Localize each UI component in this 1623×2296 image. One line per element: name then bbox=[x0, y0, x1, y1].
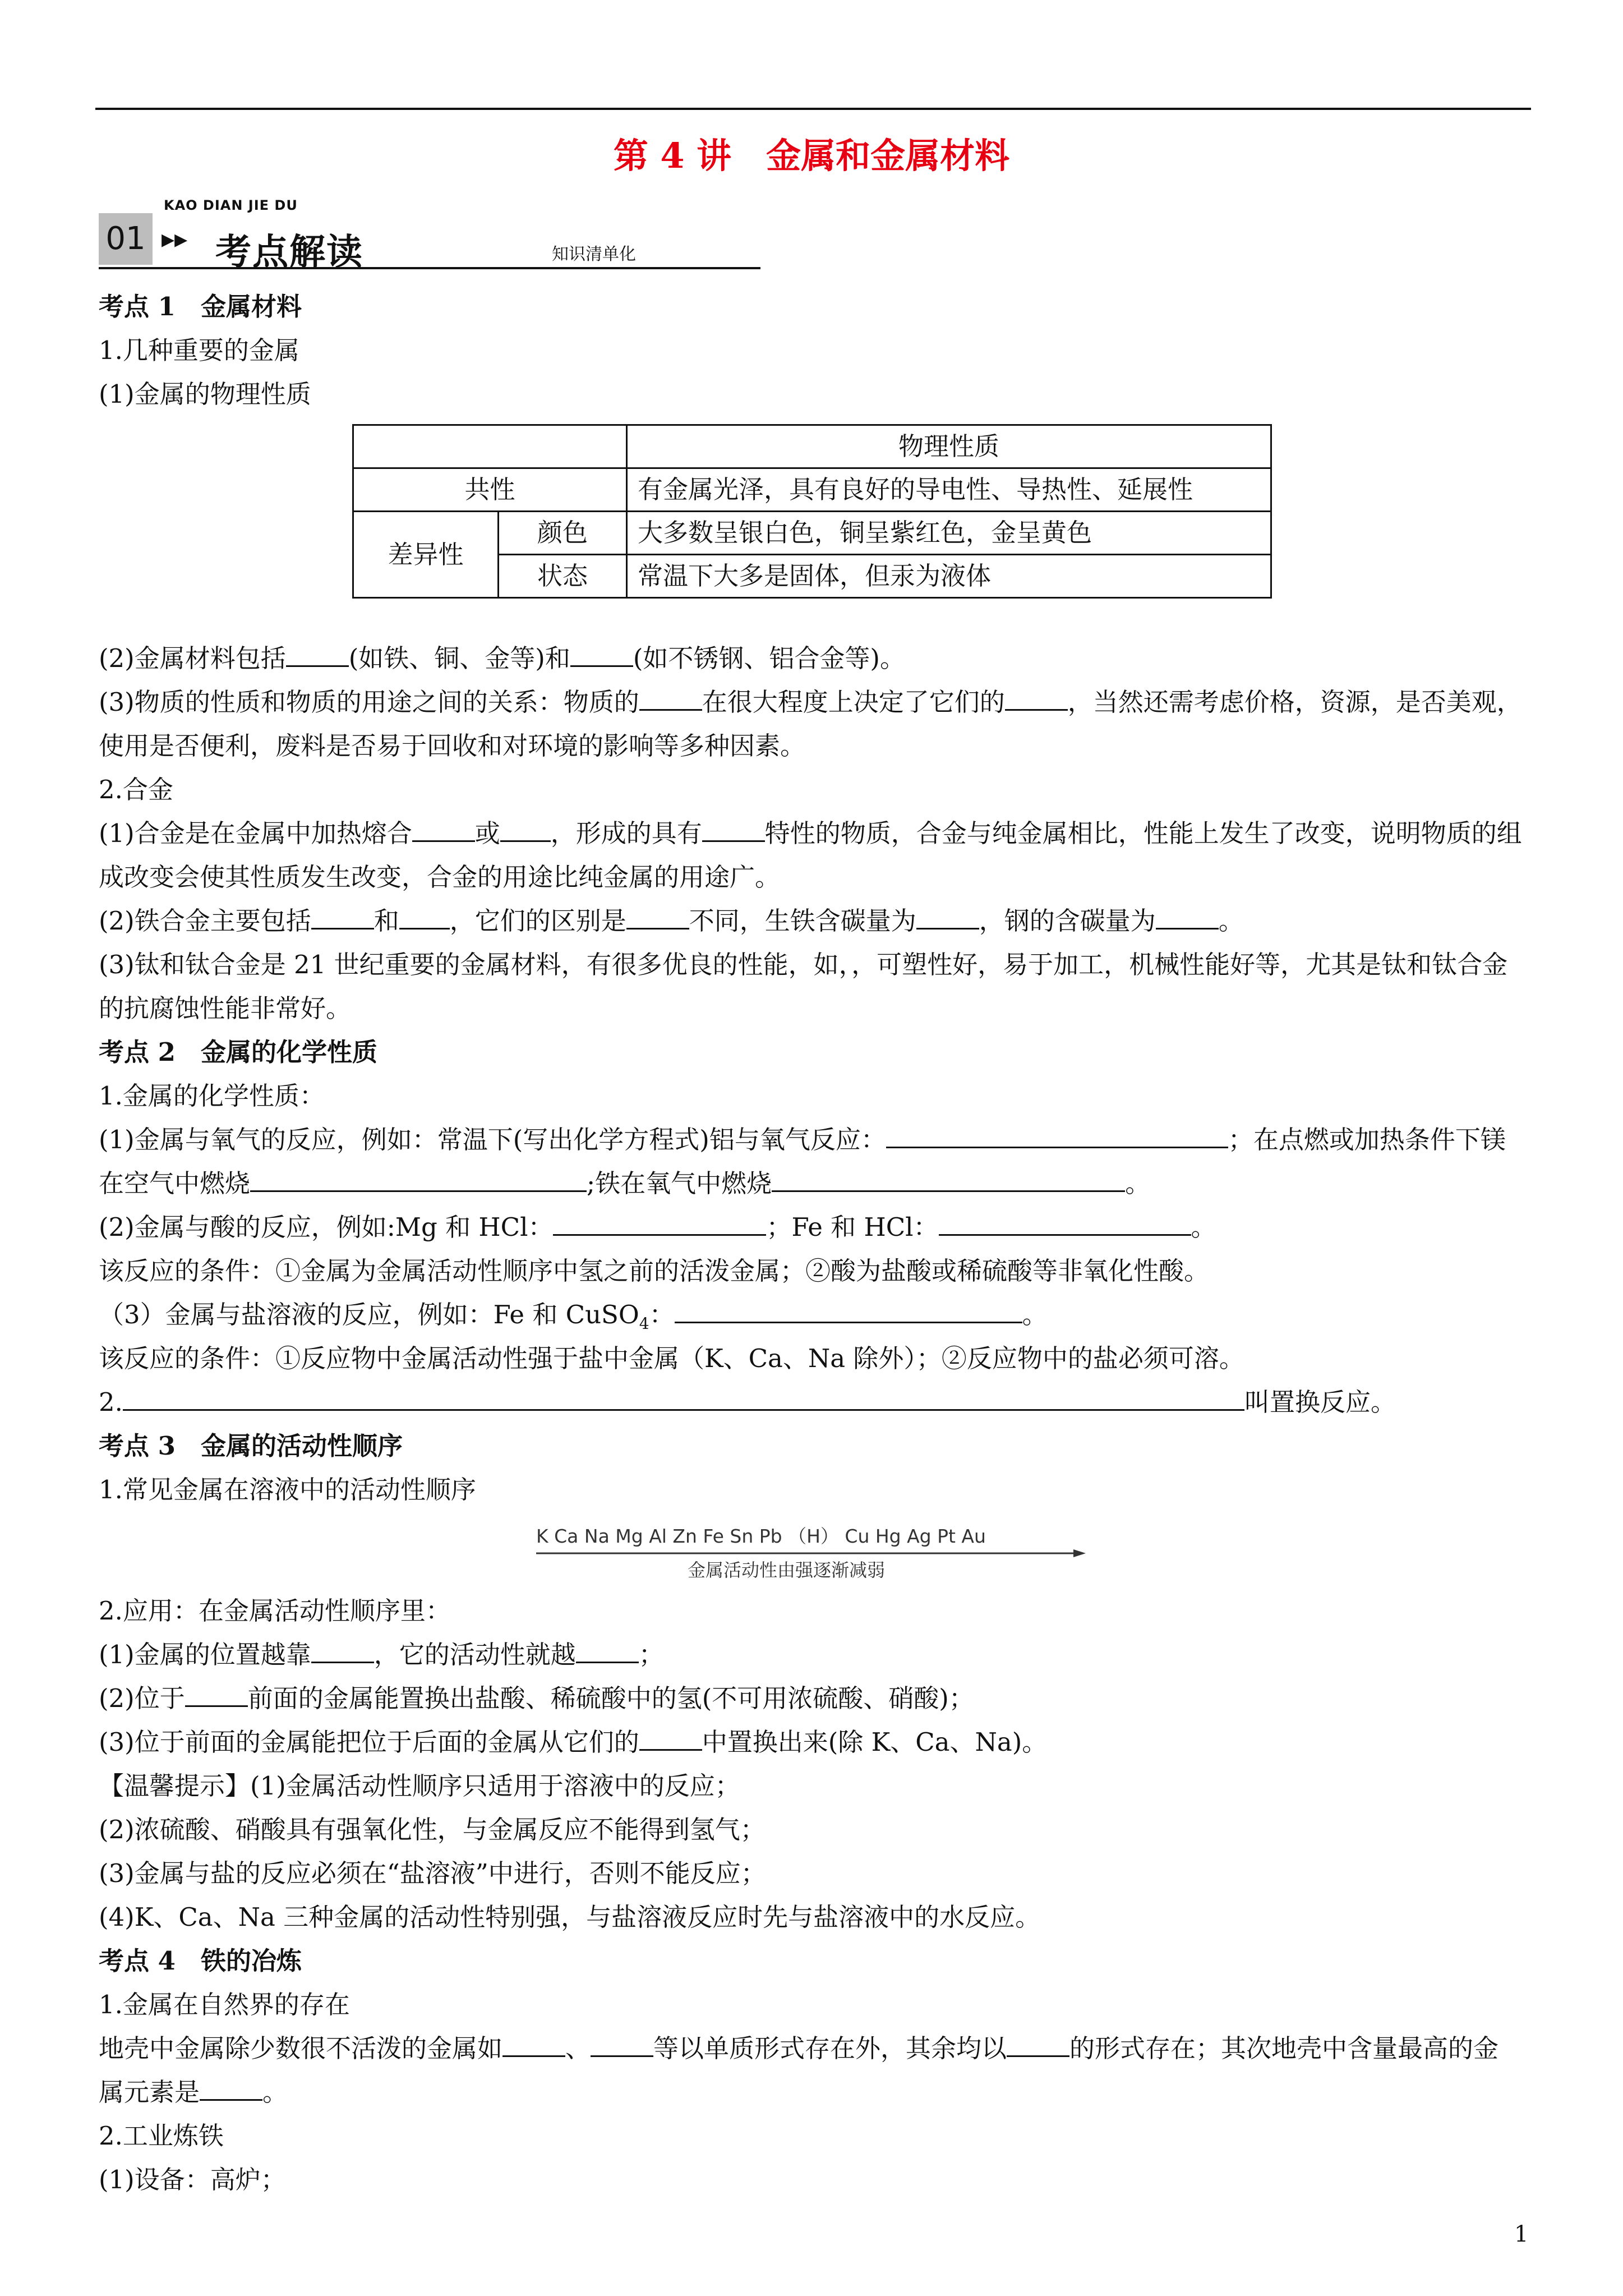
answer-blank[interactable] bbox=[702, 818, 765, 842]
section-heading-3: 考点 3 金属的活动性顺序 bbox=[99, 1431, 403, 1461]
header-rule bbox=[95, 108, 1531, 110]
paragraph-use-3: (3)位于前面的金属能把位于后面的金属从它们的 中置换出来(除 K、Ca、Na)。 bbox=[99, 1727, 1048, 1757]
paragraph-alloy-1: (1)合金是在金属中加热熔合 或 ，形成的具有 特性的物质，合金与纯金属相比，性能上发生了改变，说明物质的组成改变会使其性质发生改变，合金的用途比纯金属的用途广。 bbox=[99, 818, 1522, 892]
page-title: 第 4 讲 金属和金属材料 bbox=[613, 135, 1010, 176]
paragraph-salt: （3）金属与盐溶液的反应，例如：Fe 和 CuSO$_4$： 。 bbox=[99, 1300, 1048, 1333]
answer-blank[interactable] bbox=[576, 1639, 639, 1663]
activity-series-figure bbox=[536, 1524, 1097, 1582]
subheading-activity: 1.常见金属在溶液中的活动性顺序 bbox=[99, 1475, 476, 1504]
paragraph-acid: (2)金属与酸的反应，例如:Mg 和 HCl： ；Fe 和 HCl： 。 bbox=[99, 1212, 1216, 1242]
section-heading-4: 考点 4 铁的冶炼 bbox=[99, 1946, 302, 1976]
table-cell-color-label: 颜色 bbox=[499, 512, 627, 555]
answer-blank[interactable] bbox=[200, 2077, 262, 2101]
main-content bbox=[99, 285, 1523, 2202]
paragraph-alloy-2: (2)铁合金主要包括 和 ，它们的区别是 不同，生铁含碳量为 ，钢的含碳量为 。 bbox=[99, 906, 1244, 936]
answer-blank[interactable] bbox=[675, 1299, 1022, 1323]
section-heading-1: 考点 1 金属材料 bbox=[99, 292, 302, 321]
badge-number: 01 bbox=[99, 213, 153, 265]
subheading-chemical: 1.金属的化学性质： bbox=[99, 1081, 325, 1111]
subheading-metals: 1.几种重要的金属 bbox=[99, 335, 299, 365]
double-arrow-icon: ▶▶ bbox=[162, 230, 188, 250]
answer-blank[interactable] bbox=[123, 1387, 1244, 1411]
table-header-cell: 物理性质 bbox=[627, 425, 1271, 468]
answer-blank[interactable] bbox=[500, 818, 551, 842]
tip-1: 【温馨提示】(1)金属活动性顺序只适用于溶液中的反应； bbox=[99, 1771, 740, 1801]
answer-blank[interactable] bbox=[311, 1639, 374, 1663]
paragraph-nature: 地壳中金属除少数很不活泼的金属如 、 等以单质形式存在外，其余均以 的形式存在；其次地壳中含量最高的金属元素是 。 bbox=[99, 2033, 1499, 2107]
subheading-application: 2.应用：在金属活动性顺序里： bbox=[99, 1596, 451, 1626]
badge-pinyin: KAO DIAN JIE DU bbox=[164, 197, 298, 213]
answer-blank[interactable] bbox=[1005, 687, 1068, 711]
subheading-nature: 1.金属在自然界的存在 bbox=[99, 1990, 350, 2019]
paragraph-salt-condition: 该反应的条件：①反应物中金属活动性强于盐中金属（K、Ca、Na 除外）；②反应物中的盐必须可溶。 bbox=[99, 1343, 1244, 1373]
section-badge bbox=[99, 197, 760, 273]
answer-blank[interactable] bbox=[570, 643, 633, 667]
answer-blank[interactable] bbox=[250, 1168, 587, 1192]
page-number: 1 bbox=[1514, 2221, 1529, 2247]
answer-blank[interactable] bbox=[553, 1212, 766, 1236]
physical-properties-table bbox=[352, 424, 1272, 599]
answer-blank[interactable] bbox=[1007, 2033, 1069, 2057]
answer-blank[interactable] bbox=[412, 818, 475, 842]
table-cell-diff-label: 差异性 bbox=[353, 512, 499, 598]
paragraph-titanium: (3)钛和钛合金是 21 世纪重要的金属材料，有很多优良的性能，如，，可塑性好，易于加工，机械性能好等，尤其是钛和钛合金的抗腐蚀性能非常好。 bbox=[99, 950, 1508, 1023]
paragraph-use-2: (2)位于 前面的金属能置换出盐酸、稀硫酸中的氢(不可用浓硫酸、硝酸)； bbox=[99, 1683, 974, 1713]
subheading-physical: (1)金属的物理性质 bbox=[99, 379, 311, 409]
section-heading-2: 考点 2 金属的化学性质 bbox=[99, 1037, 377, 1067]
answer-blank[interactable] bbox=[639, 1727, 702, 1751]
answer-blank[interactable] bbox=[1156, 905, 1219, 930]
table-cell-color-value: 大多数呈银白色，铜呈紫红色，金呈黄色 bbox=[627, 512, 1271, 555]
answer-blank[interactable] bbox=[639, 687, 702, 711]
activity-series-symbols: K Ca Na Mg Al Zn Fe Sn Pb （H） Cu Hg Ag Pt Au bbox=[536, 1525, 986, 1547]
table-cell-common-label: 共性 bbox=[353, 468, 627, 512]
badge-label: 考点解读 bbox=[215, 232, 363, 273]
table-cell-state-value: 常温下大多是固体，但汞为液体 bbox=[627, 555, 1271, 598]
tip-4: (4)K、Ca、Na 三种金属的活动性特别强，与盐溶液反应时先与盐溶液中的水反应。 bbox=[99, 1902, 1041, 1932]
table-row bbox=[353, 468, 1271, 512]
answer-blank[interactable] bbox=[939, 1212, 1191, 1236]
table-row bbox=[353, 425, 1271, 468]
paragraph-equipment: (1)设备：高炉； bbox=[99, 2165, 286, 2194]
right-arrow-icon bbox=[536, 1549, 1086, 1558]
answer-blank[interactable] bbox=[626, 905, 689, 930]
paragraph-materials: (2)金属材料包括 (如铁、铜、金等)和 (如不锈钢、铝合金等)。 bbox=[99, 643, 905, 673]
answer-blank[interactable] bbox=[502, 2033, 565, 2057]
answer-blank[interactable] bbox=[399, 905, 450, 930]
answer-blank[interactable] bbox=[286, 643, 349, 667]
answer-blank[interactable] bbox=[591, 2033, 653, 2057]
badge-subtitle: 知识清单化 bbox=[552, 245, 636, 264]
paragraph-oxygen: (1)金属与氧气的反应，例如：常温下(写出化学方程式)铝与氧气反应： ；在点燃或加热条件下镁在空气中燃烧 ;铁在氧气中燃烧 。 bbox=[99, 1125, 1506, 1198]
subheading-ironmaking: 2.工业炼铁 bbox=[99, 2121, 224, 2151]
subheading-alloy: 2.合金 bbox=[99, 775, 173, 804]
answer-blank[interactable] bbox=[916, 905, 979, 930]
table-cell-empty bbox=[353, 425, 627, 468]
table-cell-state-label: 状态 bbox=[499, 555, 627, 598]
paragraph-displacement: 2. 叫置换反应。 bbox=[99, 1387, 1396, 1417]
answer-blank[interactable] bbox=[311, 905, 374, 930]
tip-2: (2)浓硫酸、硝酸具有强氧化性，与金属反应不能得到氢气； bbox=[99, 1815, 766, 1844]
badge-rule bbox=[99, 267, 760, 269]
answer-blank[interactable] bbox=[886, 1124, 1228, 1148]
paragraph-properties-uses: (3)物质的性质和物质的用途之间的关系：物质的 在很大程度上决定了它们的 ，当然还需考虑价格，资源，是否美观，使用是否便利，废料是否易于回收和对环境的影响等多种因素。 bbox=[99, 687, 1522, 761]
table-cell-common-value: 有金属光泽，具有良好的导电性、导热性、延展性 bbox=[627, 468, 1271, 512]
activity-series-caption: 金属活动性由强逐渐减弱 bbox=[688, 1559, 886, 1581]
table-row bbox=[353, 512, 1271, 555]
tip-3: (3)金属与盐的反应必须在“盐溶液”中进行，否则不能反应； bbox=[99, 1858, 766, 1888]
answer-blank[interactable] bbox=[772, 1168, 1125, 1192]
paragraph-acid-condition: 该反应的条件：①金属为金属活动性顺序中氢之前的活泼金属；②酸为盐酸或稀硫酸等非氧化性酸。 bbox=[99, 1256, 1210, 1286]
answer-blank[interactable] bbox=[185, 1683, 248, 1707]
paragraph-use-1: (1)金属的位置越靠 ，它的活动性就越 ； bbox=[99, 1640, 664, 1669]
